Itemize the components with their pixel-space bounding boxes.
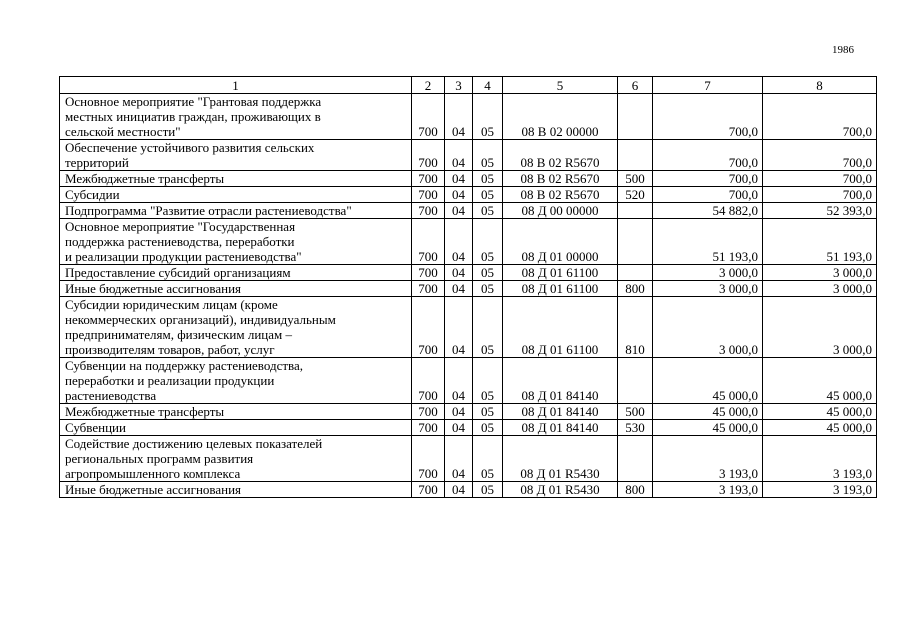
subsection-code-cell: 05 [473, 482, 503, 498]
section-code-cell: 04 [445, 140, 473, 171]
amount-year1-cell: 700,0 [653, 140, 763, 171]
expense-type-cell: 500 [618, 404, 653, 420]
table-row [60, 140, 877, 171]
budget-table [59, 76, 877, 498]
table-row [60, 404, 877, 420]
row-name-cell [60, 187, 412, 203]
expense-type-cell: 800 [618, 482, 653, 498]
amount-year2-cell: 3 193,0 [763, 436, 877, 482]
table-row [60, 171, 877, 187]
amount-year2-cell: 700,0 [763, 94, 877, 140]
subsection-code-cell: 05 [473, 219, 503, 265]
row-name-text: Иные бюджетные ассигнования [65, 281, 242, 296]
target-article-cell: 08 Д 01 R5430 [503, 482, 618, 498]
target-article-cell: 08 Д 01 00000 [503, 219, 618, 265]
subsection-code-cell: 05 [473, 140, 503, 171]
amount-year1-cell: 54 882,0 [653, 203, 763, 219]
amount-year2-cell: 3 193,0 [763, 482, 877, 498]
amount-year1-cell: 3 193,0 [653, 482, 763, 498]
amount-year2-cell: 45 000,0 [763, 404, 877, 420]
subsection-code-cell: 05 [473, 297, 503, 358]
target-article-cell: 08 В 02 R5670 [503, 187, 618, 203]
amount-year1-cell: 3 000,0 [653, 297, 763, 358]
row-name-cell [60, 171, 412, 187]
amount-year2-cell: 700,0 [763, 187, 877, 203]
ministry-code-cell: 700 [412, 281, 445, 297]
row-name-text: Межбюджетные трансферты [65, 171, 225, 186]
column-header: 6 [618, 77, 653, 94]
table-row [60, 203, 877, 219]
target-article-cell: 08 В 02 R5670 [503, 171, 618, 187]
subsection-code-cell: 05 [473, 265, 503, 281]
section-code-cell: 04 [445, 94, 473, 140]
subsection-code-cell: 05 [473, 187, 503, 203]
target-article-cell: 08 Д 01 61100 [503, 297, 618, 358]
amount-year1-cell: 45 000,0 [653, 358, 763, 404]
expense-type-cell: 810 [618, 297, 653, 358]
target-article-cell: 08 Д 01 84140 [503, 358, 618, 404]
ministry-code-cell: 700 [412, 358, 445, 404]
page-number: 1986 [832, 44, 854, 56]
table-row [60, 281, 877, 297]
expense-type-cell [618, 265, 653, 281]
section-code-cell: 04 [445, 187, 473, 203]
row-name-cell [60, 420, 412, 436]
column-header: 7 [653, 77, 763, 94]
amount-year2-cell: 3 000,0 [763, 281, 877, 297]
ministry-code-cell: 700 [412, 482, 445, 498]
ministry-code-cell: 700 [412, 219, 445, 265]
row-name-cell [60, 219, 412, 265]
ministry-code-cell: 700 [412, 436, 445, 482]
row-name-text: Основное мероприятие "Государственная поддержка растениеводства, переработки и реализации продукции растениеводства" [65, 219, 302, 264]
row-name-cell [60, 140, 412, 171]
amount-year2-cell: 45 000,0 [763, 358, 877, 404]
amount-year1-cell: 51 193,0 [653, 219, 763, 265]
amount-year2-cell: 3 000,0 [763, 265, 877, 281]
ministry-code-cell: 700 [412, 203, 445, 219]
amount-year1-cell: 3 000,0 [653, 281, 763, 297]
row-name-text: Основное мероприятие "Грантовая поддержка местных инициатив граждан, проживающих в сельской местности" [65, 94, 322, 139]
section-code-cell: 04 [445, 281, 473, 297]
table-row [60, 94, 877, 140]
row-name-text: Обеспечение устойчивого развития сельских территорий [65, 140, 315, 170]
column-header: 3 [445, 77, 473, 94]
table-row [60, 420, 877, 436]
row-name-cell [60, 94, 412, 140]
section-code-cell: 04 [445, 420, 473, 436]
expense-type-cell: 800 [618, 281, 653, 297]
column-header: 8 [763, 77, 877, 94]
section-code-cell: 04 [445, 265, 473, 281]
column-header: 4 [473, 77, 503, 94]
row-name-text: Субсидии юридическим лицам (кроме некоммерческих организаций), индивидуальным предпринимателям, физическим лицам – производителям товаров, работ, услуг [65, 297, 336, 357]
subsection-code-cell: 05 [473, 203, 503, 219]
section-code-cell: 04 [445, 482, 473, 498]
amount-year1-cell: 700,0 [653, 94, 763, 140]
amount-year2-cell: 51 193,0 [763, 219, 877, 265]
row-name-cell [60, 482, 412, 498]
table-row [60, 265, 877, 281]
amount-year1-cell: 45 000,0 [653, 420, 763, 436]
section-code-cell: 04 [445, 203, 473, 219]
row-name-text: Межбюджетные трансферты [65, 404, 225, 419]
ministry-code-cell: 700 [412, 140, 445, 171]
target-article-cell: 08 Д 01 R5430 [503, 436, 618, 482]
target-article-cell: 08 Д 00 00000 [503, 203, 618, 219]
table-row [60, 358, 877, 404]
section-code-cell: 04 [445, 171, 473, 187]
row-name-text: Субвенции на поддержку растениеводства, переработки и реализации продукции растениеводства [65, 358, 304, 403]
section-code-cell: 04 [445, 404, 473, 420]
row-name-cell [60, 265, 412, 281]
expense-type-cell [618, 436, 653, 482]
amount-year1-cell: 700,0 [653, 171, 763, 187]
subsection-code-cell: 05 [473, 94, 503, 140]
row-name-cell [60, 436, 412, 482]
column-header: 1 [60, 77, 412, 94]
expense-type-cell [618, 358, 653, 404]
target-article-cell: 08 Д 01 61100 [503, 265, 618, 281]
expense-type-cell [618, 203, 653, 219]
amount-year1-cell: 700,0 [653, 187, 763, 203]
amount-year2-cell: 52 393,0 [763, 203, 877, 219]
subsection-code-cell: 05 [473, 436, 503, 482]
amount-year1-cell: 3 193,0 [653, 436, 763, 482]
expense-type-cell: 530 [618, 420, 653, 436]
column-header: 5 [503, 77, 618, 94]
ministry-code-cell: 700 [412, 187, 445, 203]
target-article-cell: 08 В 02 R5670 [503, 140, 618, 171]
row-name-text: Подпрограмма "Развитие отрасли растениеводства" [65, 203, 352, 218]
table-row [60, 482, 877, 498]
ministry-code-cell: 700 [412, 420, 445, 436]
row-name-cell [60, 404, 412, 420]
target-article-cell: 08 В 02 00000 [503, 94, 618, 140]
section-code-cell: 04 [445, 436, 473, 482]
row-name-text: Содействие достижению целевых показателей региональных программ развития агропромышленного комплекса [65, 436, 323, 481]
expense-type-cell [618, 94, 653, 140]
row-name-cell [60, 281, 412, 297]
ministry-code-cell: 700 [412, 94, 445, 140]
row-name-text: Иные бюджетные ассигнования [65, 482, 242, 497]
expense-type-cell [618, 219, 653, 265]
expense-type-cell [618, 140, 653, 171]
header-row [60, 77, 877, 94]
row-name-text: Предоставление субсидий организациям [65, 265, 291, 280]
ministry-code-cell: 700 [412, 171, 445, 187]
subsection-code-cell: 05 [473, 281, 503, 297]
ministry-code-cell: 700 [412, 265, 445, 281]
table-row [60, 187, 877, 203]
section-code-cell: 04 [445, 297, 473, 358]
row-name-cell [60, 297, 412, 358]
amount-year1-cell: 45 000,0 [653, 404, 763, 420]
target-article-cell: 08 Д 01 84140 [503, 404, 618, 420]
column-header: 2 [412, 77, 445, 94]
section-code-cell: 04 [445, 219, 473, 265]
amount-year1-cell: 3 000,0 [653, 265, 763, 281]
table-row [60, 219, 877, 265]
ministry-code-cell: 700 [412, 297, 445, 358]
subsection-code-cell: 05 [473, 171, 503, 187]
table-row [60, 297, 877, 358]
amount-year2-cell: 700,0 [763, 171, 877, 187]
amount-year2-cell: 3 000,0 [763, 297, 877, 358]
row-name-cell [60, 203, 412, 219]
expense-type-cell: 500 [618, 171, 653, 187]
section-code-cell: 04 [445, 358, 473, 404]
amount-year2-cell: 45 000,0 [763, 420, 877, 436]
amount-year2-cell: 700,0 [763, 140, 877, 171]
table-row [60, 436, 877, 482]
ministry-code-cell: 700 [412, 404, 445, 420]
row-name-text: Субвенции [65, 420, 126, 435]
subsection-code-cell: 05 [473, 358, 503, 404]
expense-type-cell: 520 [618, 187, 653, 203]
row-name-text: Субсидии [65, 187, 120, 202]
target-article-cell: 08 Д 01 84140 [503, 420, 618, 436]
subsection-code-cell: 05 [473, 404, 503, 420]
target-article-cell: 08 Д 01 61100 [503, 281, 618, 297]
subsection-code-cell: 05 [473, 420, 503, 436]
row-name-cell [60, 358, 412, 404]
